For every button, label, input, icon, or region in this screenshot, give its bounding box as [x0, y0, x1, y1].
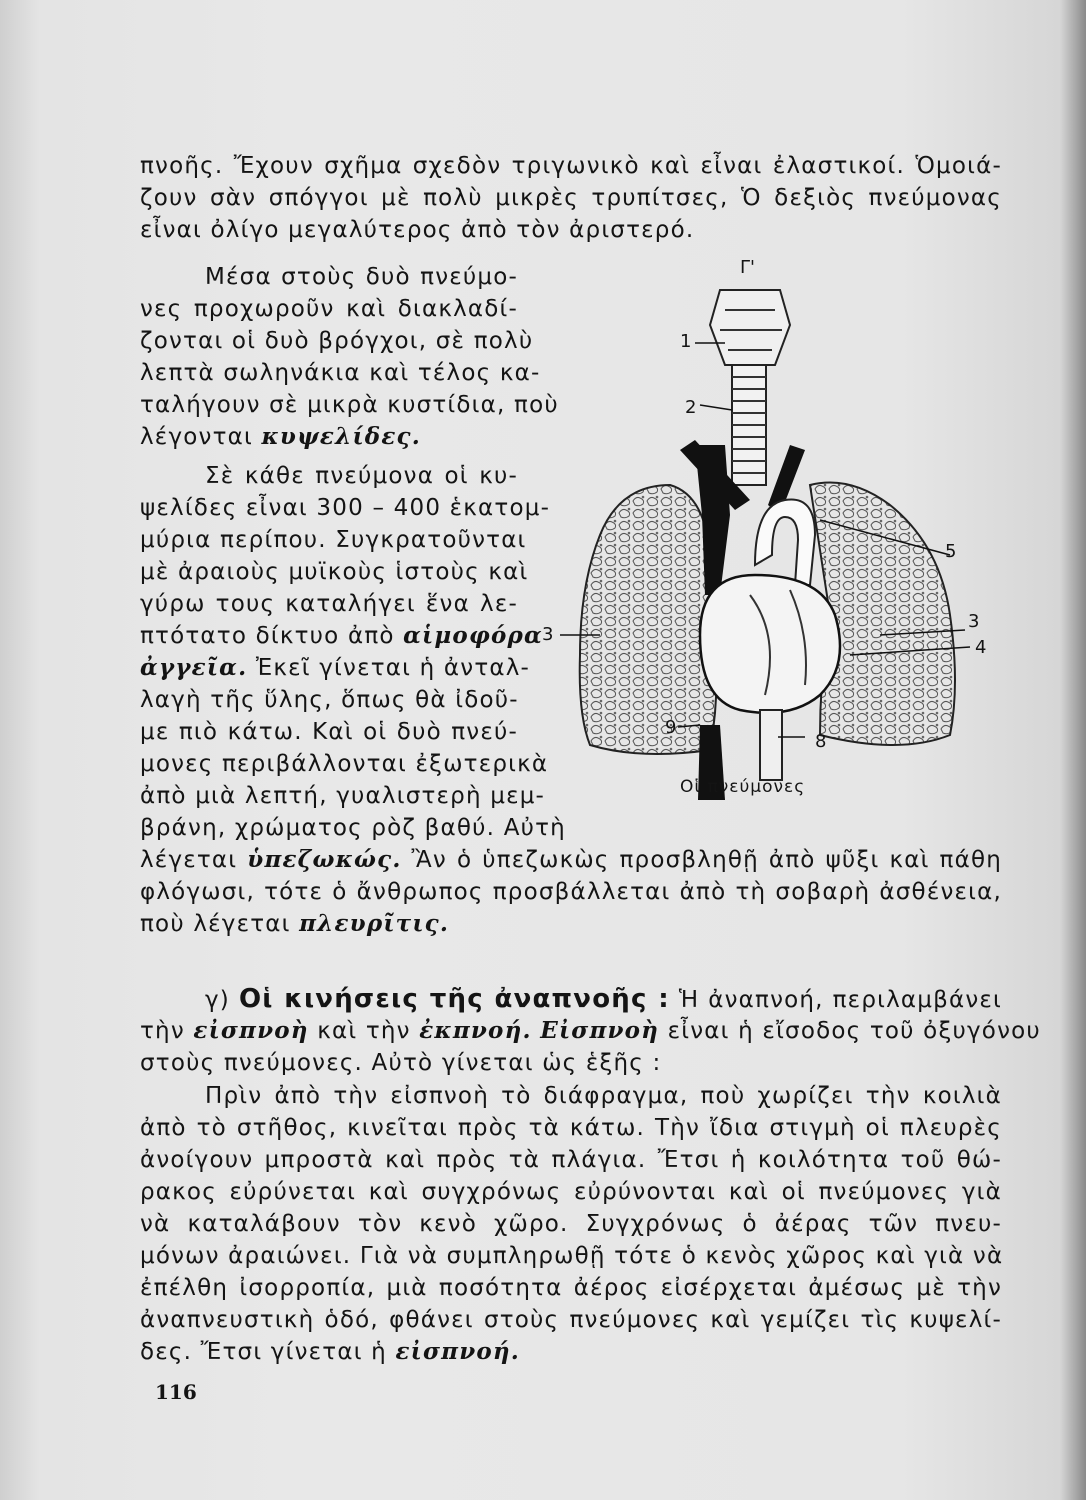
text-line — [140, 908, 1002, 940]
text-line: ταλήγουν σὲ μικρὰ κυστίδια, ποὺ — [140, 392, 559, 418]
term-ekpnoi: ἐκπνοή. — [419, 1017, 532, 1044]
text-line: στοὺς πνεύμονες. Αὐτὸ γίνεται ὡς ἑξῆς : — [140, 1050, 662, 1076]
esophagus — [760, 710, 782, 780]
text-line: Πρὶν ἀπὸ τὴν εἰσπνοὴ τὸ διάφραγμα, ποὺ χωρίζει τὴν κοιλιὰ — [205, 1083, 1002, 1109]
text-line: ψελίδες εἶναι 300 – 400 ἑκατομ- — [140, 495, 551, 521]
text-line: λαγὴ τῆς ὕλης, ὅπως θὰ ἰδοῦ- — [140, 687, 519, 713]
figure-label: Γ' — [740, 257, 755, 278]
aorta — [755, 499, 815, 585]
text-span: τὴν — [140, 1018, 185, 1044]
text-line — [140, 844, 1002, 876]
text-line: ἀπὸ τὸ στῆθος, κινεῖται πρὸς τὰ κάτω. Τὴν ἴδια στιγμὴ οἱ πλευρὲς — [140, 1115, 1002, 1141]
text-line: γύρω τους καταλήγει ἕνα λε- — [140, 591, 518, 617]
text-line — [140, 1336, 1002, 1368]
text-line: μονες περιβάλλονται ἐξωτερικὰ — [140, 751, 549, 777]
figure-label: 5 — [945, 541, 957, 562]
figure-label: 9 — [665, 717, 677, 738]
left-lung — [580, 485, 717, 754]
text-span: Ἐκεῖ γίνεται ἡ ἀνταλ- — [255, 655, 531, 681]
text-line: ἀνοίγουν μπροστὰ καὶ πρὸς τὰ πλάγια. Ἔτσι ἡ κοιλότητα τοῦ θώ- — [140, 1147, 1002, 1173]
text-line: ρακος εὐρύνεται καὶ συγχρόνως εὐρύνονται καὶ οἱ πνεύμονες γιὰ — [140, 1179, 1002, 1205]
text-span: δες. Ἔτσι γίνεται ἡ — [140, 1339, 387, 1365]
figure-label: 1 — [680, 331, 692, 352]
page-number: 116 — [155, 1380, 197, 1404]
text-line: ἐπέλθη ἰσορροπία, μιὰ ποσότητα ἀέρος εἰσέρχεται ἀμέσως μὲ τὴν — [140, 1275, 1002, 1301]
term-eispnoi-def: Εἰσπνοὴ — [540, 1017, 660, 1044]
text-line: μὲ ἀραιοὺς μυϊκοὺς ἱστοὺς καὶ — [140, 559, 529, 585]
text-span: Ἂν ὁ ὑπεζωκὼς προσβληθῇ ἀπὸ ψῦξι καὶ πάθη — [411, 847, 1002, 873]
figure-label: 3 — [542, 624, 554, 645]
text-line: μύρια περίπου. Συγκρατοῦνται — [140, 527, 527, 553]
text-line: πνοῆς. Ἔχουν σχῆμα σχεδὸν τριγωνικὸ καὶ εἶναι ἐλαστικοί. Ὁμοιά- — [140, 153, 1002, 179]
term-aimofora: αἱμοφόρα — [403, 622, 543, 649]
text-span: καὶ τὴν — [317, 1018, 411, 1044]
term-angeia: ἀγγεῖα. — [140, 654, 248, 681]
text-line: Σὲ κάθε πνεύμονα οἱ κυ- — [205, 463, 518, 489]
term-ypezokos: ὑπεζωκώς. — [247, 846, 402, 873]
text-line — [140, 1015, 1041, 1047]
term-kypselides: κυψελίδες. — [261, 423, 421, 450]
text-line: φλόγωσι, τότε ὁ ἄνθρωπος προσβάλλεται ἀπὸ τὴ σοβαρὴ ἀσθένεια, — [140, 879, 1002, 905]
text-line: εἶναι ὀλίγο μεγαλύτερος ἀπὸ τὸν ἀριστερό. — [140, 217, 695, 243]
larynx — [710, 290, 790, 365]
lungs-illustration — [520, 255, 1020, 800]
text-line: νὰ καταλάβουν τὸν κενὸ χῶρο. Συγχρόνως ὁ ἀέρας τῶν πνευ- — [140, 1211, 1002, 1237]
text-line: ζουν σὰν σπόγγοι μὲ πολὺ μικρὲς τρυπίτσες, Ὁ δεξιὸς πνεύμονας — [140, 185, 1002, 211]
section-prefix: γ) — [205, 987, 230, 1013]
term-eispnoi: εἰσπνοὴ — [193, 1017, 309, 1044]
figure-label: 3 — [968, 611, 980, 632]
text-span: λέγονται — [140, 424, 253, 450]
text-span: λέγεται — [140, 847, 238, 873]
text-span: ποὺ λέγεται — [140, 911, 291, 937]
figure-caption: Οἱ πνεύμονες — [680, 777, 806, 797]
text-line — [140, 421, 518, 453]
text-line: ἀπὸ μιὰ λεπτή, γυαλιστερὴ μεμ- — [140, 783, 546, 809]
text-line: με πιὸ κάτω. Καὶ οἱ δυὸ πνεύ- — [140, 719, 518, 745]
text-span: Ἡ ἀναπνοή, περιλαμβάνει — [678, 987, 1003, 1013]
text-line: βράνη, χρώματος ρὸζ βαθύ. Αὐτὴ — [140, 815, 566, 841]
term-pleuritis: πλευρῖτις. — [299, 910, 450, 937]
text-span: εἶναι ἡ εἴσοδος τοῦ ὀξυγόνου — [667, 1018, 1041, 1044]
text-line: ζονται οἱ δυὸ βρόγχοι, σὲ πολὺ — [140, 328, 534, 354]
section-heading: Οἱ κινήσεις τῆς ἀναπνοῆς : — [238, 984, 670, 1014]
text-span: πτότατο δίκτυο ἀπὸ — [140, 623, 395, 649]
section-heading-line — [205, 983, 1002, 1016]
text-line: ἀναπνευστικὴ ὁδό, φθάνει στοὺς πνεύμονες καὶ γεμίζει τὶς κυψελί- — [140, 1307, 1002, 1333]
figure-label: 8 — [815, 731, 827, 752]
text-line: Μέσα στοὺς δυὸ πνεύμο- — [205, 264, 518, 290]
text-line — [140, 620, 543, 652]
figure-label: 4 — [975, 637, 987, 658]
text-line: νες προχωροῦν καὶ διακλαδί- — [140, 296, 518, 322]
text-line: μόνων ἀραιώνει. Γιὰ νὰ συμπληρωθῇ τότε ὁ κενὸς χῶρος καὶ γιὰ νὰ — [140, 1243, 1004, 1269]
figure-label: 2 — [685, 397, 697, 418]
text-line — [140, 652, 531, 684]
term-eispnoi-final: εἰσπνοή. — [395, 1338, 521, 1365]
text-line: λεπτὰ σωληνάκια καὶ τέλος κα- — [140, 360, 541, 386]
